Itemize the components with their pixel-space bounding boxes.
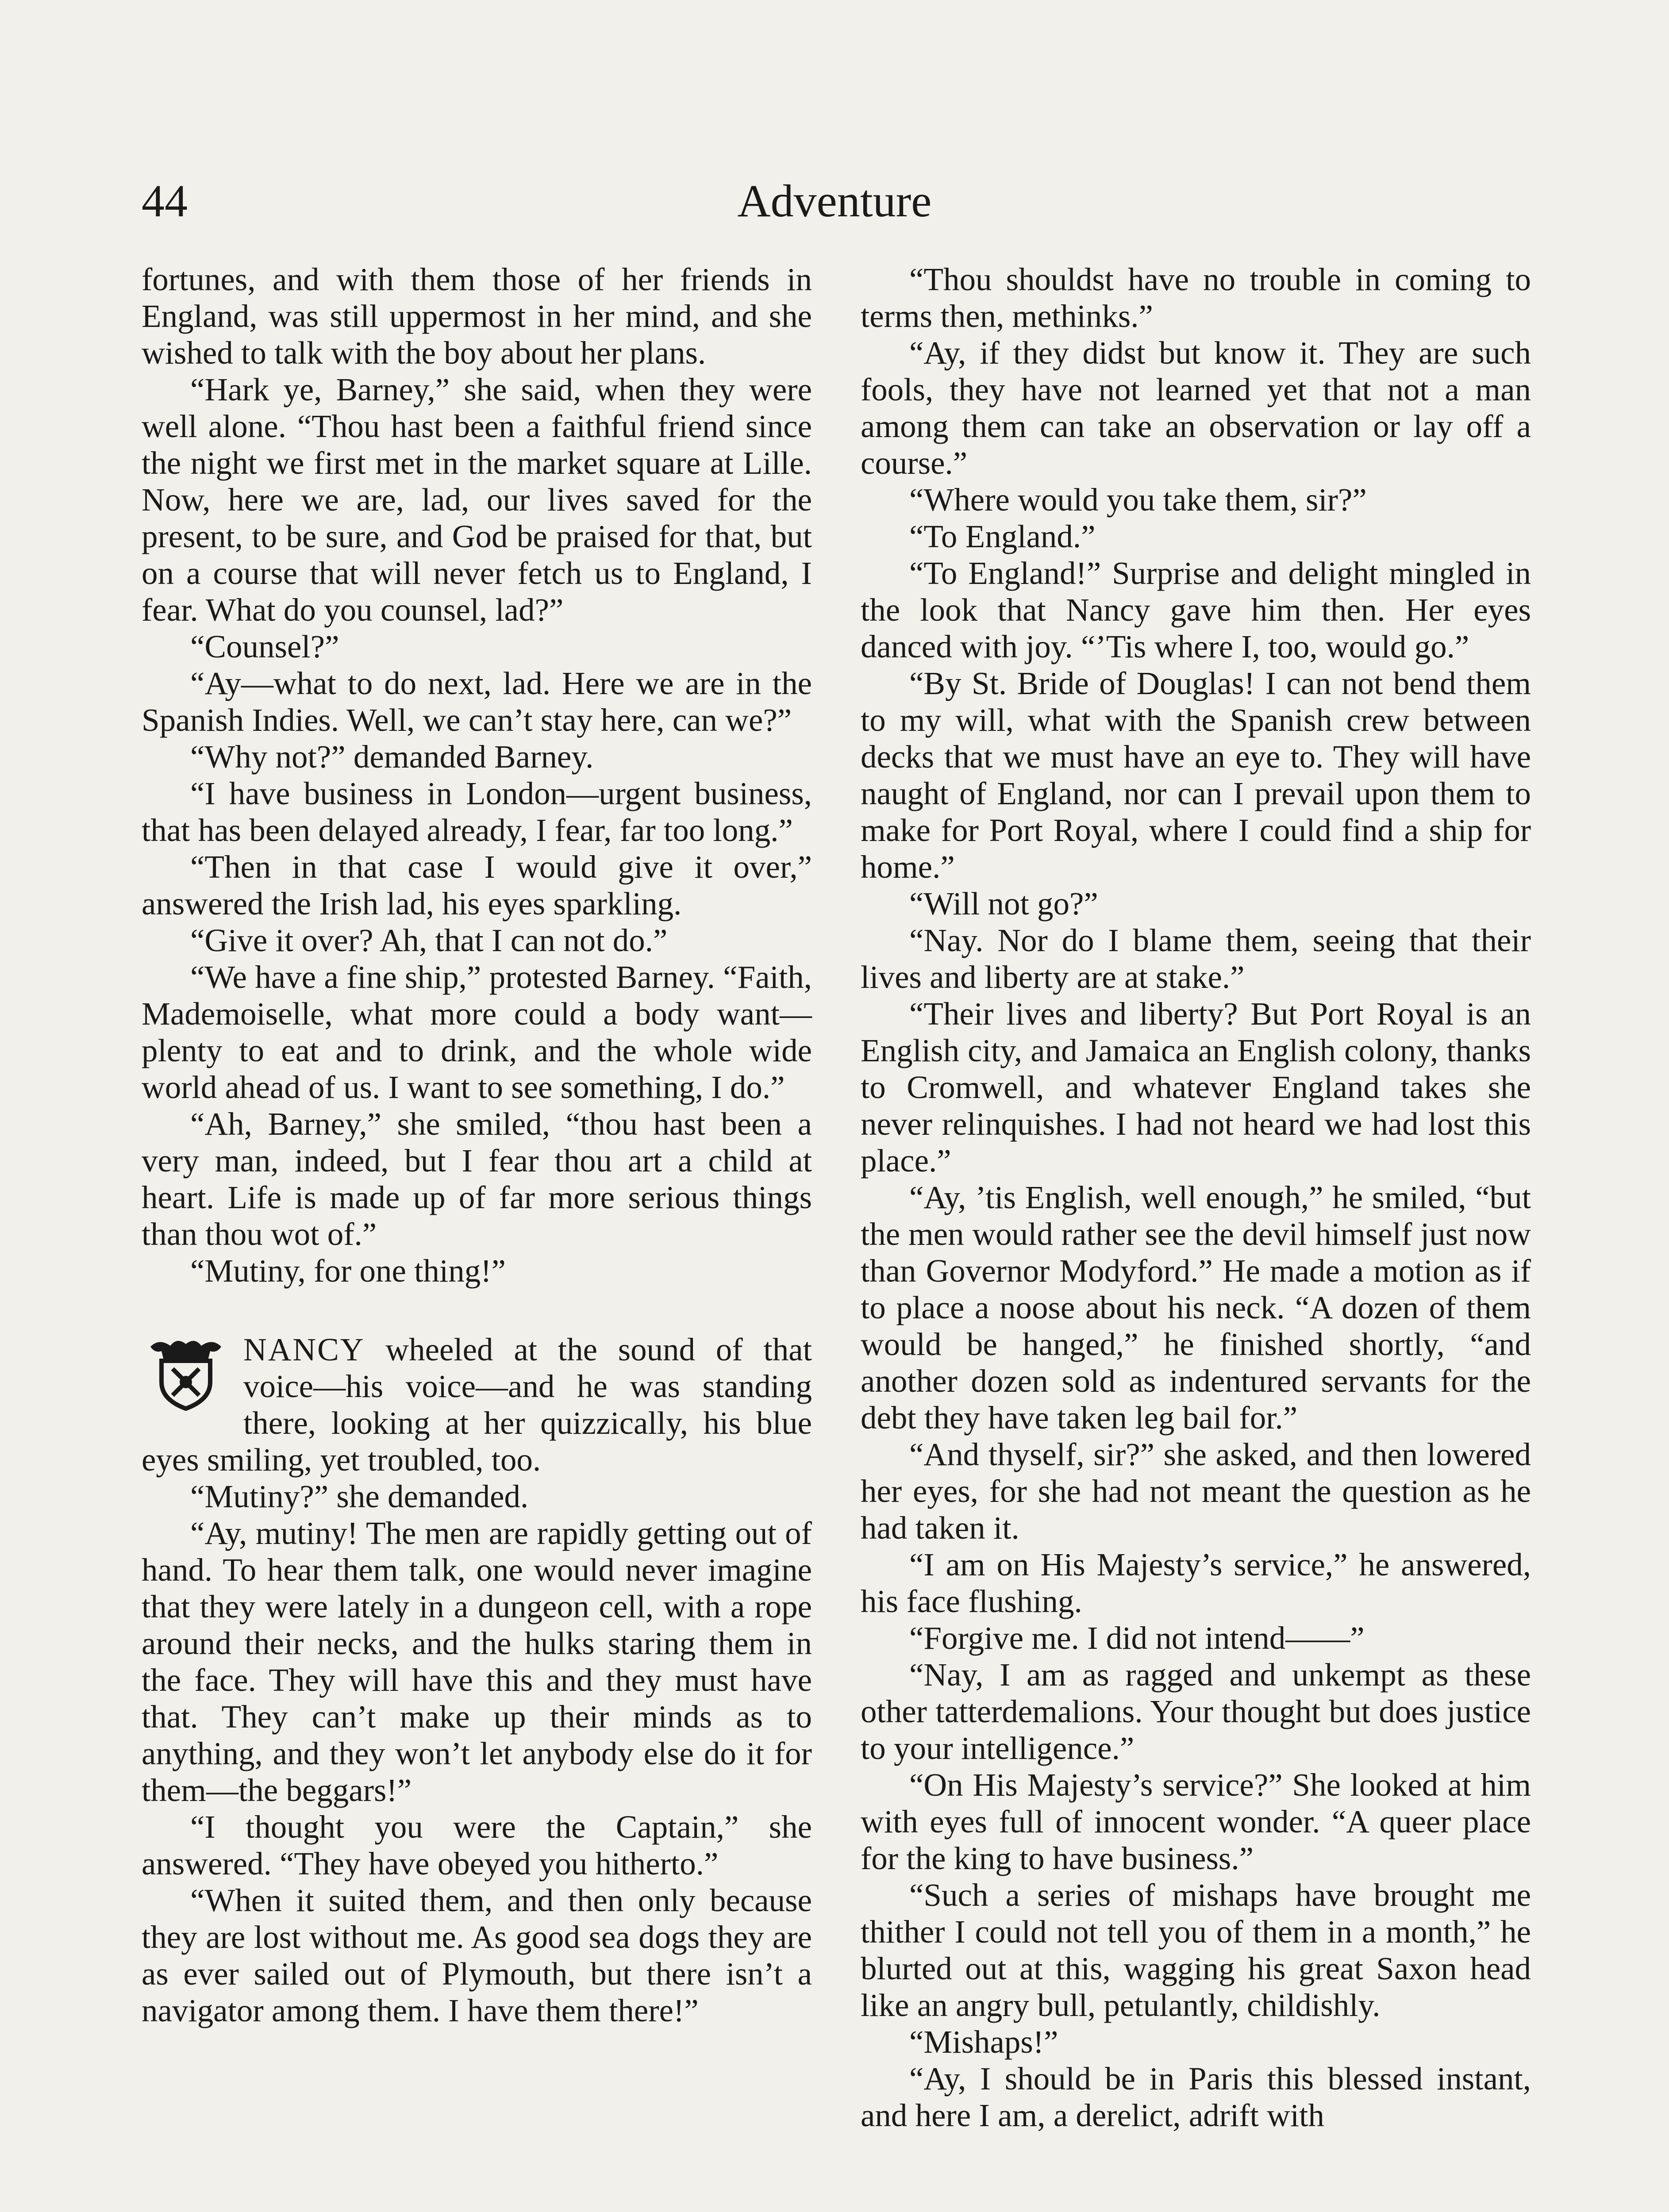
paragraph: “Where would you take them, sir?” — [909, 482, 1367, 518]
page-header — [142, 170, 1527, 232]
paragraph: “On His Majesty’s service?” She looked at him with eyes full of innocent wonder. “A queer place for the king to have business.” — [861, 1767, 1531, 1876]
paragraph: “We have a fine ship,” protested Barney. “Faith, Mademoiselle, what more could a body want—plenty to eat and to drink, and the whole wide world ahead of us. I want to see something, I do.” — [142, 959, 812, 1105]
paragraph: “And thyself, sir?” she asked, and then lowered her eyes, for she had not meant the question as he had taken it. — [861, 1436, 1531, 1546]
paragraph: “Will not go?” — [909, 886, 1098, 922]
paragraph: “By St. Bride of Douglas! I can not bend them to my will, what with the Spanish crew between decks that we must have an eye to. They will have naught of England, nor can I prevail upon them to make for Port Royal, where I could find a ship for home.” — [861, 665, 1531, 885]
paragraph: “Nay. Nor do I blame them, seeing that their lives and liberty are at stake.” — [861, 922, 1531, 995]
paragraph: “I thought you were the Captain,” she answered. “They have obeyed you hitherto.” — [142, 1809, 812, 1882]
paragraph: “Ay, if they didst but know it. They are such fools, they have not learned yet that not a man among them can take an observation or lay off a course.” — [861, 335, 1531, 481]
paragraph: “Ay, I should be in Paris this blessed instant, and here I am, a derelict, adrift with — [861, 2061, 1531, 2133]
paragraph: “Forgive me. I did not intend——” — [909, 1620, 1365, 1656]
paragraph: “When it suited them, and then only because they are lost without me. As good sea dogs they are as ever sailed out of Plymouth, but there isn’t a navigator among them. I have them there!” — [142, 1882, 812, 2028]
paragraph: “Their lives and liberty? But Port Royal is an English city, and Jamaica an English colony, thanks to Cromwell, and whatever England takes she never relinquishes. I had not heard we had lost this place.” — [861, 996, 1531, 1179]
paragraph: “To England.” — [909, 518, 1096, 554]
paragraph: “Why not?” demanded Barney. — [190, 739, 594, 775]
page-number: 44 — [142, 176, 188, 227]
right-column — [861, 261, 1531, 2212]
shield-ornament-icon — [142, 1333, 230, 1411]
text-columns — [142, 261, 1531, 2212]
paragraph: fortunes, and with them those of her friends in England, was still uppermost in her mind, and she wished to talk with the boy about her plans. — [142, 261, 812, 371]
section-first-text: wheeled at the sound of that voice—his voice—and he was standing there, looking at her quizzically, his blue eyes smiling, yet troubled, too. — [142, 1332, 812, 1478]
paragraph: “Ay, mutiny! The men are rapidly getting out of hand. To hear them talk, one would never imagine that they were lately in a dungeon cell, with a rope around their necks, and the hulks staring them in the face. They will have this and they must have that. They can’t make up their minds as to anything, and they won’t let anybody else do it for them—the beggars!” — [142, 1515, 812, 1808]
paragraph: “I am on His Majesty’s service,” he answered, his face flushing. — [861, 1547, 1531, 1619]
paragraph: “I have business in London—urgent business, that has been delayed already, I fear, far too long.” — [142, 776, 812, 848]
paragraph: “To England!” Surprise and delight mingled in the look that Nancy gave him then. Her eyes danced with joy. “’Tis where I, too, would go.” — [861, 555, 1531, 664]
running-head-title: Adventure — [737, 176, 932, 227]
paragraph: “Mutiny, for one thing!” — [190, 1253, 506, 1289]
paragraph: “Ah, Barney,” she smiled, “thou hast been a very man, indeed, but I fear thou art a child at heart. Life is made up of far more serious things than thou wot of.” — [142, 1106, 812, 1252]
paragraph: “Nay, I am as ragged and unkempt as these other tatterdemalions. Your thought but does justice to your intelligence.” — [861, 1657, 1531, 1766]
paragraph: “Ay—what to do next, lad. Here we are in the Spanish Indies. Well, we can’t stay here, can we?” — [142, 665, 812, 738]
section-first-word: NANCY — [243, 1332, 365, 1367]
paragraph: “Give it over? Ah, that I can not do.” — [190, 922, 668, 958]
section-opening — [142, 1331, 812, 2029]
paragraph: “Such a series of mishaps have brought me thither I could not tell you of them in a month,” he blurted out at this, wagging his great Saxon head like an angry bull, petulantly, childishly. — [861, 1877, 1531, 2023]
left-column — [142, 261, 812, 2212]
section-first-paragraph — [142, 1331, 812, 1478]
paragraph: “Hark ye, Barney,” she said, when they were well alone. “Thou hast been a faithful friend since the night we first met in the market square at Lille. Now, here we are, lad, our lives saved for the present, to be sure, and God be praised for that, but on a course that will never fetch us to England, I fear. What do you counsel, lad?” — [142, 372, 812, 628]
paragraph: “Then in that case I would give it over,” answered the Irish lad, his eyes sparkling. — [142, 849, 812, 922]
paragraph: “Mishaps!” — [909, 2024, 1058, 2060]
paragraph: “Ay, ’tis English, well enough,” he smiled, “but the men would rather see the devil himself just now than Governor Modyford.” He made a motion as if to place a noose about his neck. “A dozen of them would be hanged,” he finished shortly, “and another dozen sold as indentured servants for the debt they have taken leg bail for.” — [861, 1179, 1531, 1436]
paragraph: “Counsel?” — [190, 629, 339, 664]
paragraph: “Thou shouldst have no trouble in coming to terms then, methinks.” — [861, 261, 1531, 334]
paragraph: “Mutiny?” she demanded. — [190, 1479, 529, 1514]
